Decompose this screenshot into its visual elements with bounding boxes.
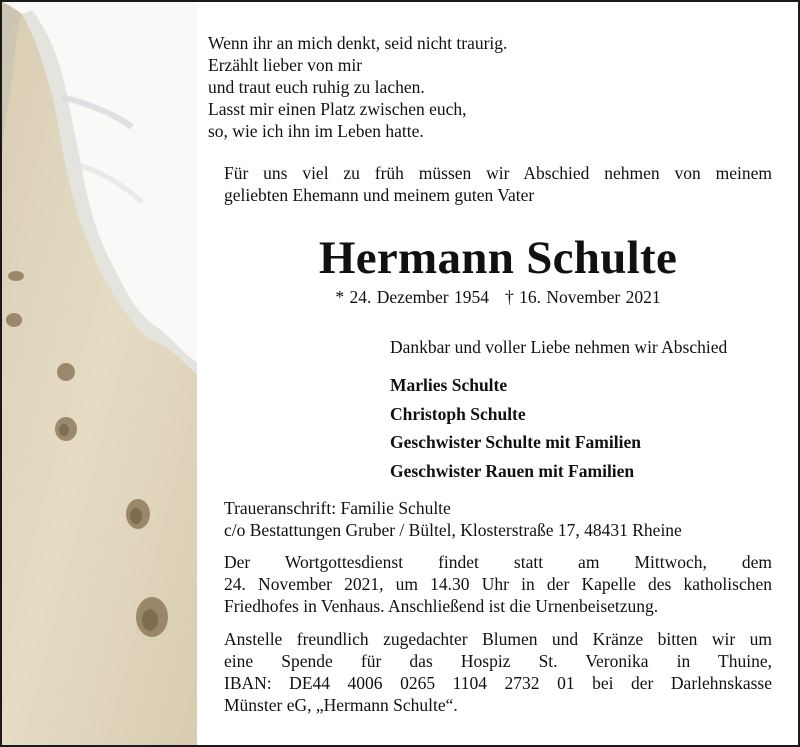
address-line: c/o Bestattungen Gruber / Bültel, Klosterstraße 17, 48431 Rheine: [224, 520, 682, 540]
service-line: 24. November 2021, um 14.30 Uhr in der Kapelle des katholischen: [224, 574, 772, 594]
intro-text: [224, 162, 772, 206]
birth-date: * 24. Dezember 1954: [335, 287, 490, 307]
mourning-address: [224, 497, 772, 541]
mourner-name: Geschwister Schulte mit Familien: [390, 432, 641, 452]
poem-line: Lasst mir einen Platz zwischen euch,: [208, 99, 467, 119]
service-info: [224, 551, 772, 617]
death-date: † 16. November 2021: [505, 287, 661, 307]
deceased-name: Hermann Schulte: [318, 232, 678, 284]
poem-line: Erzählt lieber von mir: [208, 55, 363, 75]
donation-line: IBAN: DE44 4006 0265 1104 2732 01 bei der Darlehnskasse: [224, 673, 772, 693]
poem-line: und traut euch ruhig zu lachen.: [208, 77, 425, 97]
farewell-text: Dankbar und voller Liebe nehmen wir Abschied: [390, 337, 728, 357]
donation-line: eine Spende für das Hospiz St. Veronika in Thuine,: [224, 651, 772, 671]
memorial-poem: [208, 32, 548, 142]
mourner-name: Christoph Schulte: [390, 403, 526, 424]
service-line: Der Wortgottesdienst findet statt am Mittwoch, dem: [224, 552, 772, 572]
service-line: Friedhofes in Venhaus. Anschließend ist die Urnenbeisetzung.: [224, 596, 659, 616]
mourner-name: Marlies Schulte: [390, 375, 508, 395]
beach-footprints-image: [2, 2, 197, 745]
life-dates: [224, 286, 772, 308]
poem-line: Wenn ihr an mich denkt, seid nicht traurig.: [208, 33, 508, 53]
poem-line: so, wie ich ihn im Leben hatte.: [208, 121, 424, 141]
address-line: Traueranschrift: Familie Schulte: [224, 498, 451, 518]
donation-line: Anstelle freundlich zugedachter Blumen und Kränze bitten wir um: [224, 629, 772, 649]
mourners-list: [390, 371, 790, 485]
intro-line: Für uns viel zu früh müssen wir Abschied nehmen von meinem: [224, 163, 772, 183]
mourner-name: Geschwister Rauen mit Familien: [390, 460, 635, 481]
intro-line: geliebten Ehemann und meinem guten Vater: [224, 185, 535, 205]
donation-line: Münster eG, „Hermann Schulte“.: [224, 695, 458, 715]
donation-info: [224, 628, 772, 716]
